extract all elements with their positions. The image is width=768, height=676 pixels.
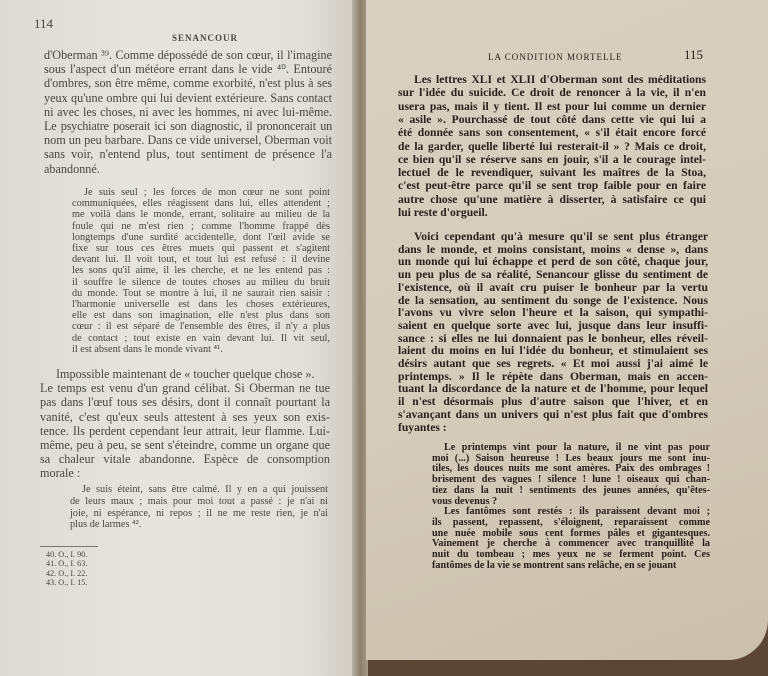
text-line: nuit du tombeau ; mes yeux ne se ferment point. Ces	[432, 549, 710, 560]
text-line: du monde. Tout se montre à lui, il ne saurait rien saisir :	[72, 287, 330, 299]
text-line: lectuel de le revendiquer, suivant les maîtres de la Stoa,	[398, 166, 706, 180]
text-line: c'est peut-être parce qu'il se sent trop faible pour en faire	[398, 179, 706, 193]
footnote-rule	[40, 546, 98, 547]
text-line: moi (...) Saison heureuse ! Les beaux jours me sont inu-	[432, 452, 710, 464]
text-line: yeux qu'une ombre qui lui devient extérieure. Sans contact	[44, 90, 332, 105]
left-running-head: SENANCOUR	[172, 33, 239, 43]
footnote: 40. O., I. 90.	[46, 550, 88, 559]
text-line: sance : si elles ne lui donnaient pas le bonheur, elles réveil-	[398, 331, 708, 345]
text-line: Je suis éteint, sans être calmé. Il y en a qui jouissent	[82, 484, 328, 495]
text-line: elle est dans son imagination, elle n'est plus dans son	[72, 310, 330, 322]
text-line: été donnée sans son consentement, « s'il était encore forcé	[398, 126, 706, 140]
text-line: nom un peu barbare. Dans ce vide universel, Oberman voit	[44, 133, 332, 148]
left-quote-1	[72, 187, 330, 355]
text-line: un monde qui lui échappe et perd de son côté, chaque jour,	[398, 255, 708, 269]
left-paragraph-2	[40, 367, 330, 481]
text-line: printemps. » Il le répète dans Oberman, mais en accen-	[398, 369, 708, 383]
text-line: un peu plus de sa réalité, Senancour glisse du sentiment de	[398, 268, 708, 282]
text-line: l'avons vu vivre selon l'heure et la saison, qui sympathi-	[398, 306, 708, 320]
text-line: Les lettres XLI et XLII d'Oberman sont des méditations	[414, 73, 706, 86]
text-line: Voici cependant qu'à mesure qu'il se sent plus étranger	[414, 230, 708, 243]
text-line: fantômes de la vie se montrent sans relâche, en se jouant	[432, 559, 677, 571]
text-line: sa chaleur vitale abandonne. Espèce de consomption	[40, 452, 330, 467]
right-running-head: LA CONDITION MORTELLE	[488, 52, 623, 62]
text-line: vous devenus ?	[432, 495, 498, 507]
right-paragraph-2	[398, 231, 708, 434]
footnote: 42. O., I. 22.	[46, 568, 88, 578]
text-line: ils passent, repassent, s'éloignent, reparaissent comme	[432, 516, 710, 528]
text-line: de leurs maux ; mais pour moi tout a passé : je n'ai ni	[70, 495, 328, 507]
footnote: 43. O., I. 15.	[46, 578, 88, 588]
text-line: ni avec les choses, ni avec les hommes, ni avec lui-même.	[44, 104, 332, 119]
text-line: les sons qu'il aime, il les cherche, et ne les entend pas :	[72, 265, 330, 277]
text-line: morale :	[40, 466, 81, 481]
text-line: plus de larmes ⁴².	[70, 519, 142, 531]
text-line: me voilà dans le monde, errant, solitaire au milieu de la	[72, 209, 330, 221]
text-line: saient en quelque sorte avec lui, jusque dans leur insuffi-	[398, 318, 708, 332]
footnotes	[46, 550, 126, 588]
left-quote-2	[70, 484, 328, 531]
text-line: désirs autant que ses regrets. « Et moi aussi j'ai aimé le	[398, 357, 708, 370]
text-line: tuant la discordance de la nature et de l'homme, pour lequel	[398, 382, 708, 396]
text-line: tence. Ils perdent cependant leur attrait, leur flamme. Lui-	[40, 423, 330, 438]
text-line: « asile ». Pourchassé de tout côté dans cette vie qui lui a	[398, 112, 706, 126]
text-line: brisement des vagues ! silence ! lune ! oiseaux qui chan-	[432, 474, 710, 486]
text-line: communiquées, elles réagissent dans lui, elles attendent ;	[72, 198, 330, 210]
text-line: usera pas, mais il y tient. Il est pour lui comme un dernier	[398, 99, 706, 113]
text-line: Vainement je cherche à commencer avec tranquillité la	[432, 538, 710, 550]
text-line: laient du moins en lui l'idée du bonheur, et stimulaient ses	[398, 344, 708, 358]
text-line: il est absent dans le monde vivant ⁴¹.	[72, 343, 223, 355]
text-line: tiez dans la nuit ! sentiments des jeunes années, qu'êtes-	[432, 484, 710, 496]
text-line: autre chose qu'une matière à disserter, à satisfaire ce qui	[398, 192, 706, 206]
text-line: sans voir, n'entend plus, tout sentiment de présence l'a	[44, 147, 332, 162]
right-quote	[432, 443, 710, 571]
text-line: foule qui ne m'est rien ; comme l'homme frappé dès	[72, 220, 330, 232]
text-line: d'ombres, son être même, comme exorbité, n'est plus à ses	[44, 76, 332, 91]
text-line: l'existence, où il avait cru puiser le bonheur par la vertu	[398, 280, 708, 294]
right-page-number: 115	[684, 47, 704, 62]
text-line: Impossible maintenant de « toucher quelque chose ».	[56, 367, 315, 381]
text-line: longtemps d'une surdité accidentelle, dont l'œil avide se	[72, 231, 330, 243]
text-line: Le printemps vint pour la nature, il ne vint pas pour	[444, 442, 710, 453]
text-line: lui reste d'orgueil.	[398, 206, 488, 219]
text-line: une nuée mobile sous cent formes pâles et gigantesques.	[432, 527, 710, 539]
text-line: de la sensation, au sentiment du songe de l'existence. Nous	[398, 293, 708, 307]
text-line: cœur : il est séparé de l'ensemble des êtres, il n'y a plus	[72, 321, 330, 333]
text-line: ce bien qu'il se réserve sans en jouir, s'il a le courage intel-	[398, 152, 706, 166]
text-line: dans le monde, et moins consistant, moins « dense », dans	[398, 242, 708, 256]
text-line: sous l'aspect d'un météore errant dans le vide ⁴⁰. Entouré	[44, 62, 332, 77]
text-line: fixe sur tous ces êtres muets qui passent et s'agitent	[72, 243, 330, 254]
text-line: joie, ni espérance, ni repos ; il ne me reste rien, je n'ai	[70, 507, 328, 519]
text-line: de la garder, quelle liberté lui resterait-il » ? Mais ce droit,	[398, 139, 706, 153]
text-line: d'Oberman ³⁹. Comme dépossédé de son cœur, il l'imagine	[44, 48, 332, 62]
text-line: Le psychiatre poserait ici son diagnostic, il prononcerait un	[44, 119, 332, 133]
left-paragraph-1	[44, 48, 332, 176]
text-line: Je suis seul ; les forces de mon cœur ne sont point	[84, 187, 330, 198]
text-line: vanité, c'est qu'eux seuls attestent à ses yeux son exis-	[40, 409, 330, 424]
text-line: il souffre le silence de toutes choses au milieu du bruit	[72, 276, 330, 288]
text-line: l'harmonie universelle est dans les choses extérieures,	[72, 299, 330, 310]
text-line: s'avançant dans un univers qui n'est plus fait que d'ombres	[398, 407, 708, 421]
left-page-number: 114	[34, 16, 54, 31]
text-line: tiles, les douces nuits me sont amères. Paix des ombrages !	[432, 463, 710, 475]
text-line: Le temps est venu d'un grand célibat. Si Oberman ne tue	[40, 381, 330, 396]
text-line: Les fantômes sont restés : ils paraissent devant moi ;	[444, 506, 710, 518]
footnote: 41. O., I. 63.	[46, 559, 88, 569]
text-line: sur l'idée du suicide. Ce droit de renoncer à la vie, il n'en	[398, 86, 706, 100]
right-paragraph-1	[398, 73, 706, 219]
text-line: fuyantes :	[398, 420, 447, 434]
text-line: il n'est désormais plus d'autre saison que l'hiver, et en	[398, 395, 708, 409]
text-line: de contact ; tout existe en vain devant lui. Il vit seul,	[72, 332, 330, 344]
text-line: abandonné.	[44, 161, 100, 176]
text-line: pas dans l'œuf tous ses désirs, dont il connaît pourtant la	[40, 395, 330, 410]
text-line: devant lui. Il voit tout, et tout lui est refusé : il devine	[72, 254, 330, 266]
text-line: même, peu à peu, se sent s'éteindre, comme un organe que	[40, 438, 330, 452]
